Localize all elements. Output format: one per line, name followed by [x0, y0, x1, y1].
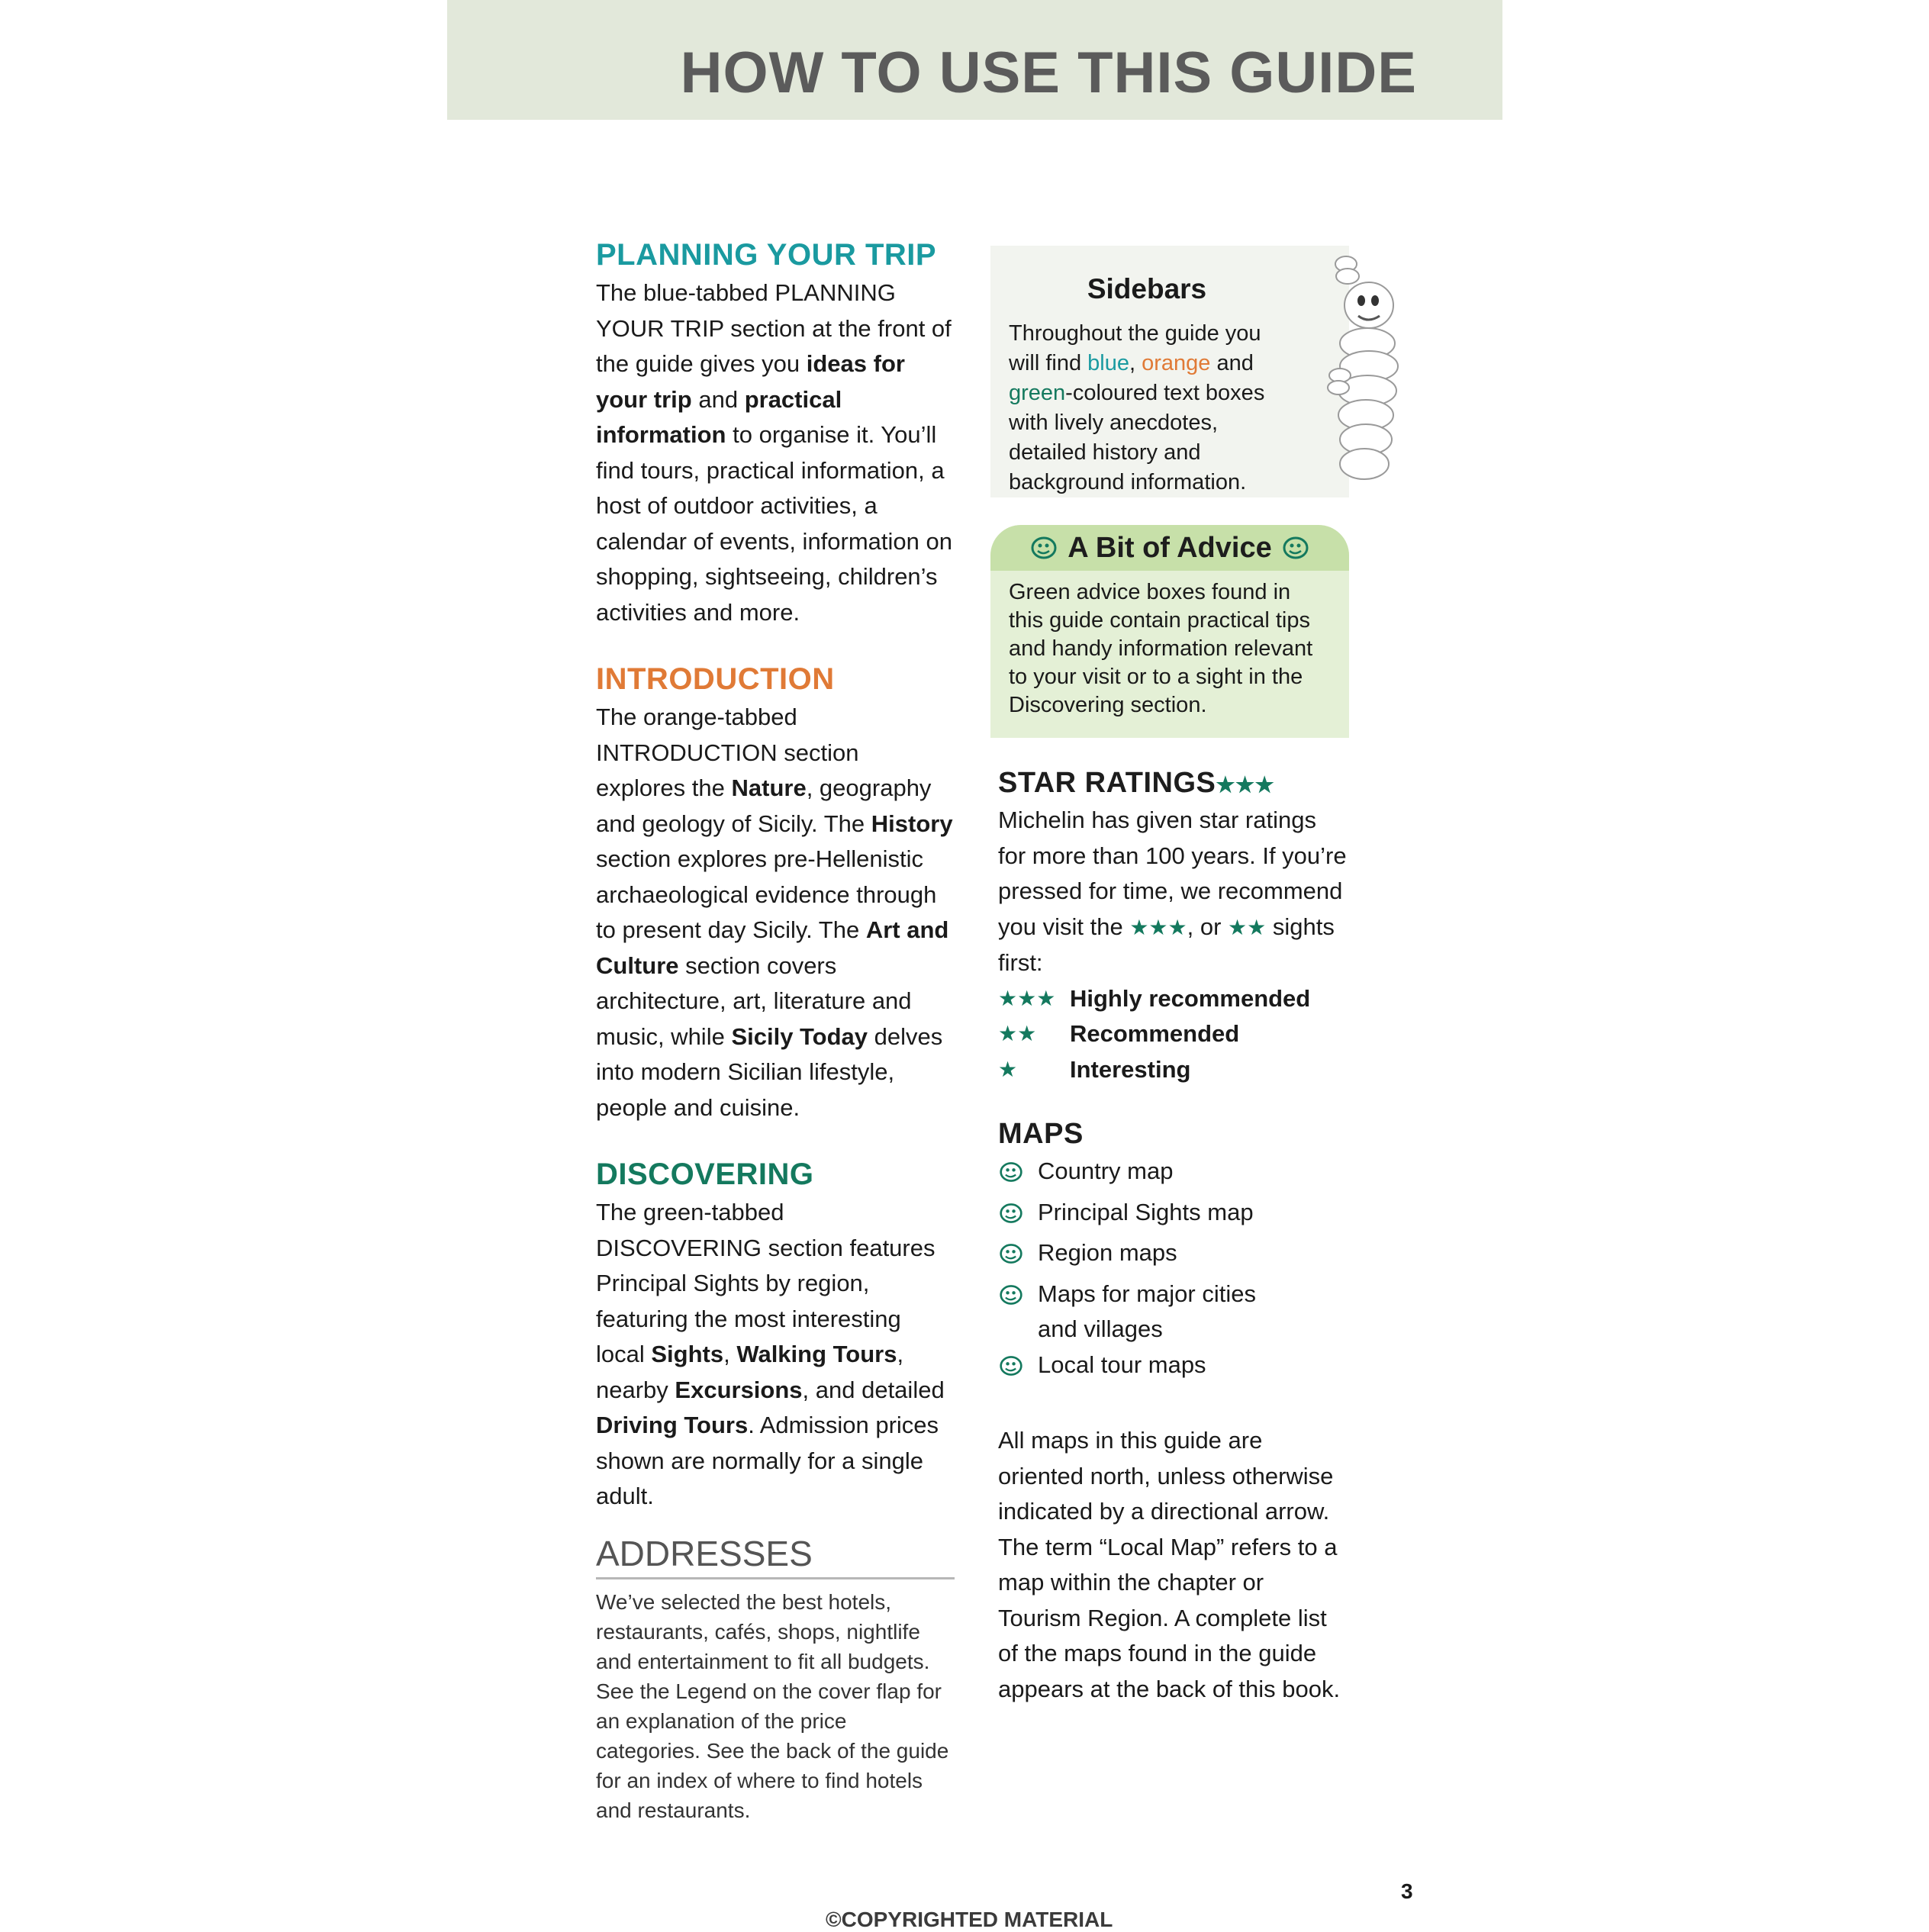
bold-run: Driving Tours [596, 1412, 749, 1438]
maps-note: All maps in this guide are oriented north, unless otherwise indicated by a directional arrow. The term “Local Map” refers to a map within the chapter or Tourism Region. A complete list of the maps found in the guide appears at the back of this book. [998, 1427, 1341, 1702]
discovering-text [596, 1195, 955, 1515]
left-column [596, 238, 955, 1825]
green-word: green [1009, 381, 1066, 405]
michelin-face-icon [998, 1154, 1038, 1195]
map-item-label: Maps for major cities and villages [1038, 1280, 1256, 1342]
star-icon: ★★ [1228, 915, 1267, 939]
text-run: , geography and geology of Sicily. The [596, 774, 932, 837]
star-icon: ★★★ [998, 986, 1056, 1010]
michelin-face-icon [998, 1235, 1038, 1277]
page-number: 3 [1401, 1879, 1413, 1903]
bold-run: Walking Tours [736, 1341, 897, 1367]
text-run: delves into modern Sicilian lifestyle, people and cuisine. [596, 1022, 943, 1121]
star-icon: ★★ [998, 1022, 1037, 1045]
bold-run: ideas for your trip [596, 350, 905, 413]
planning-section [596, 238, 955, 630]
text-run: section explores pre-Hellenistic archaeological evidence through to present day Sicily. The [596, 845, 937, 943]
text-run: The orange-tabbed INTRODUCTION section explores the [596, 704, 859, 801]
rating-label: Highly recommended [1070, 984, 1311, 1012]
introduction-heading: INTRODUCTION [596, 662, 835, 696]
star-ratings-section [990, 767, 1349, 1087]
text-run: The green-tabbed DISCOVERING section features Principal Sights by region, featuring the most interesting local [596, 1199, 936, 1367]
michelin-face-icon [1029, 534, 1058, 562]
text-run: , or [1187, 913, 1229, 940]
text-run: The blue-tabbed PLANNING YOUR TRIP section at the front of the guide gives you [596, 279, 952, 377]
map-item-label: Country map [1038, 1158, 1174, 1184]
page-title: HOW TO USE THIS GUIDE [680, 40, 1417, 105]
michelin-face-icon [998, 1348, 1038, 1389]
discovering-heading: DISCOVERING [596, 1158, 814, 1191]
advice-header [990, 525, 1349, 571]
maps-section [990, 1118, 1349, 1707]
copyright-notice: ©COPYRIGHTED MATERIAL [826, 1908, 1113, 1931]
map-item-label: Principal Sights map [1038, 1198, 1254, 1225]
text-run: , [1129, 351, 1142, 375]
star-ratings-heading [998, 767, 1349, 800]
maps-heading: MAPS [998, 1118, 1084, 1150]
michelin-face-icon [998, 1277, 1038, 1348]
text-run: , and detailed [802, 1376, 945, 1403]
rating-label: Interesting [1070, 1055, 1191, 1083]
star-icon: ★★★ [1129, 915, 1187, 939]
bold-run: Art and Culture [596, 916, 949, 979]
rating-item [998, 1016, 1349, 1052]
star-ratings-text [998, 803, 1349, 981]
text-run: , nearby [596, 1341, 904, 1403]
map-list-item [998, 1154, 1349, 1195]
text-run: and [1210, 351, 1254, 375]
heading-text: STAR RATINGS [998, 767, 1216, 799]
map-list-item [998, 1195, 1349, 1236]
text-run: to organise it. You’ll find tours, practical information, a host of outdoor activities, a calendar of events, information on shopping, sightseeing, children’s activities and more. [596, 421, 952, 626]
bold-run: Sights [651, 1341, 724, 1367]
bold-run: Excursions [675, 1376, 803, 1403]
header-band [447, 0, 1502, 120]
bold-run: History [871, 810, 953, 837]
text-run: Throughout the guide you will find [1009, 321, 1261, 375]
introduction-section [596, 662, 955, 1125]
sidebars-box [990, 246, 1349, 497]
text-run: sights first: [998, 913, 1335, 976]
star-icon: ★★★ [1216, 773, 1275, 797]
map-list-item [998, 1235, 1349, 1277]
addresses-text: We’ve selected the best hotels, restaurants, cafés, shops, nightlife and entertainment to fit all budgets. See the Legend on the cover flap for an explanation of the price categories. See the back of the guide for an index of where to find hotels and restaurants. [596, 1589, 949, 1822]
star-icon: ★ [998, 1057, 1018, 1081]
text-run: and [691, 385, 745, 413]
bold-run: Nature [731, 774, 807, 801]
rating-item [998, 981, 1349, 1017]
addresses-section [596, 1533, 955, 1825]
planning-heading: PLANNING YOUR TRIP [596, 238, 937, 272]
map-list-item [998, 1348, 1349, 1389]
text-run: -coloured text boxes with lively anecdotes, detailed history and background information. [1009, 381, 1265, 494]
map-item-label: Region maps [1038, 1239, 1177, 1266]
bold-run: Sicily Today [731, 1022, 868, 1050]
michelin-man-mascot-icon [1319, 246, 1402, 497]
text-run: section covers architecture, art, literature and music, while [596, 952, 912, 1050]
text-run: Michelin has given star ratings for more than 100 years. If you’re pressed for time, we recommend you visit the [998, 807, 1347, 940]
right-column [990, 246, 1349, 1739]
rating-list [998, 981, 1349, 1088]
addresses-heading: ADDRESSES [596, 1533, 955, 1579]
planning-text [596, 275, 955, 630]
text-run: , [723, 1341, 737, 1367]
introduction-text [596, 700, 955, 1125]
advice-text: Green advice boxes found in this guide contain practical tips and handy information relevant to your visit or to a sight in the Discovering section. [1009, 580, 1313, 717]
orange-word: orange [1142, 351, 1211, 375]
advice-box [990, 525, 1349, 738]
maps-list [998, 1154, 1349, 1388]
blue-word: blue [1087, 351, 1129, 375]
rating-item [998, 1052, 1349, 1088]
rating-label: Recommended [1070, 1020, 1240, 1047]
map-list-item [998, 1277, 1349, 1348]
sidebars-title: Sidebars [1087, 273, 1207, 304]
discovering-section [596, 1158, 955, 1515]
sidebars-text [1009, 319, 1331, 497]
michelin-face-icon [1281, 534, 1310, 562]
bold-run: practical information [596, 385, 842, 448]
advice-title: A Bit of Advice [1068, 531, 1272, 564]
text-run: . Admission prices shown are normally for a single adult. [596, 1412, 939, 1509]
michelin-face-icon [998, 1195, 1038, 1236]
map-item-label: Local tour maps [1038, 1351, 1206, 1378]
